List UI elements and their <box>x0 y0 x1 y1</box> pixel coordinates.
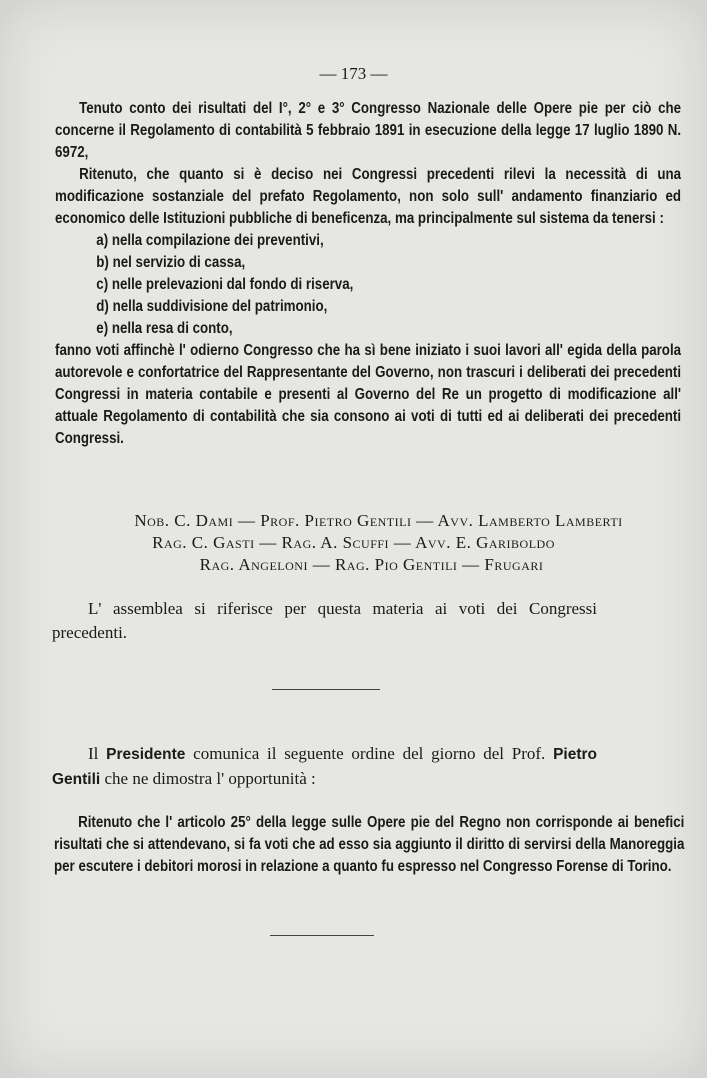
divider <box>270 935 374 936</box>
president-announcement <box>52 742 597 792</box>
agenda-item <box>54 812 684 878</box>
paragraph-premise: Tenuto conto dei risultati del I°, 2° e 3° Congresso Nazionale delle Opere pie per ciò che concerne il Regolamento di contabilità 5 febbraio 1891 in esecuzione della legge 17 luglio 1890 N. 6972, <box>55 100 682 161</box>
list-item: e) nella resa di conto, <box>96 320 233 337</box>
resolution-list <box>55 230 681 340</box>
paragraph-considering: Ritenuto, che quanto si è deciso nei Congressi precedenti rilevi la necessità di una modificazione sostanziale del prefato Regolamento, non solo sull' andamento finanziario ed economico delle Istituzioni pubbliche di beneficenza, ma principalmente sul sistema da tenersi : <box>55 166 682 227</box>
list-item: b) nel servizio di cassa, <box>96 254 246 271</box>
speaker-name: Pietro Gentili <box>52 746 597 788</box>
signatories-line: Nob. C. Dami — Prof. Pietro Gentili — Avv. Lamberto Lamberti <box>134 511 623 530</box>
text-fragment: comunica il seguente ordine del giorno del Prof. <box>185 744 554 763</box>
agenda-text: Ritenuto che l' articolo 25° della legge sulle Opere pie del Regno non corrisponde ai benefici risultati che si attendevano, si fa voti che ad esso sia aggiunto il diritto di servirsi della Manoreggia per escutere i debitori morosi in relazione a quanto fu espresso nel Congresso Forense di Torino. <box>54 814 685 875</box>
list-item: c) nelle prelevazioni dal fondo di riserva, <box>96 276 354 293</box>
signatories <box>0 510 707 576</box>
president-title: Presidente <box>106 746 186 763</box>
assembly-note: L' assemblea si riferisce per questa materia ai voti dei Congressi precedenti. <box>52 599 597 642</box>
text-fragment: che ne dimostra l' opportunità : <box>100 769 316 788</box>
resolution-text <box>55 98 681 450</box>
list-item: d) nella suddivisione del patrimonio, <box>96 298 328 315</box>
divider <box>272 689 380 690</box>
page-number: — 173 — <box>319 64 388 83</box>
signatories-line: Rag. C. Gasti — Rag. A. Scuffi — Avv. E. Gariboldo <box>152 533 555 552</box>
paragraph-wish: fanno voti affinchè l' odierno Congresso che ha sì bene iniziato i suoi lavori all' egida della parola autorevole e confortatrice del Rappresentante del Governo, non trascuri i deliberati dei precedenti Congressi in materia contabile e presenti al Governo del Re un progetto di modificazione all' attuale Regolamento di contabilità che sia consono ai voti di tutti ed ai deliberati dei precedenti Congressi. <box>55 342 682 447</box>
list-item: a) nella compilazione dei preventivi, <box>96 232 324 249</box>
text-fragment: Il <box>88 744 107 763</box>
signatories-line: Rag. Angeloni — Rag. Pio Gentili — Frugari <box>199 555 544 574</box>
